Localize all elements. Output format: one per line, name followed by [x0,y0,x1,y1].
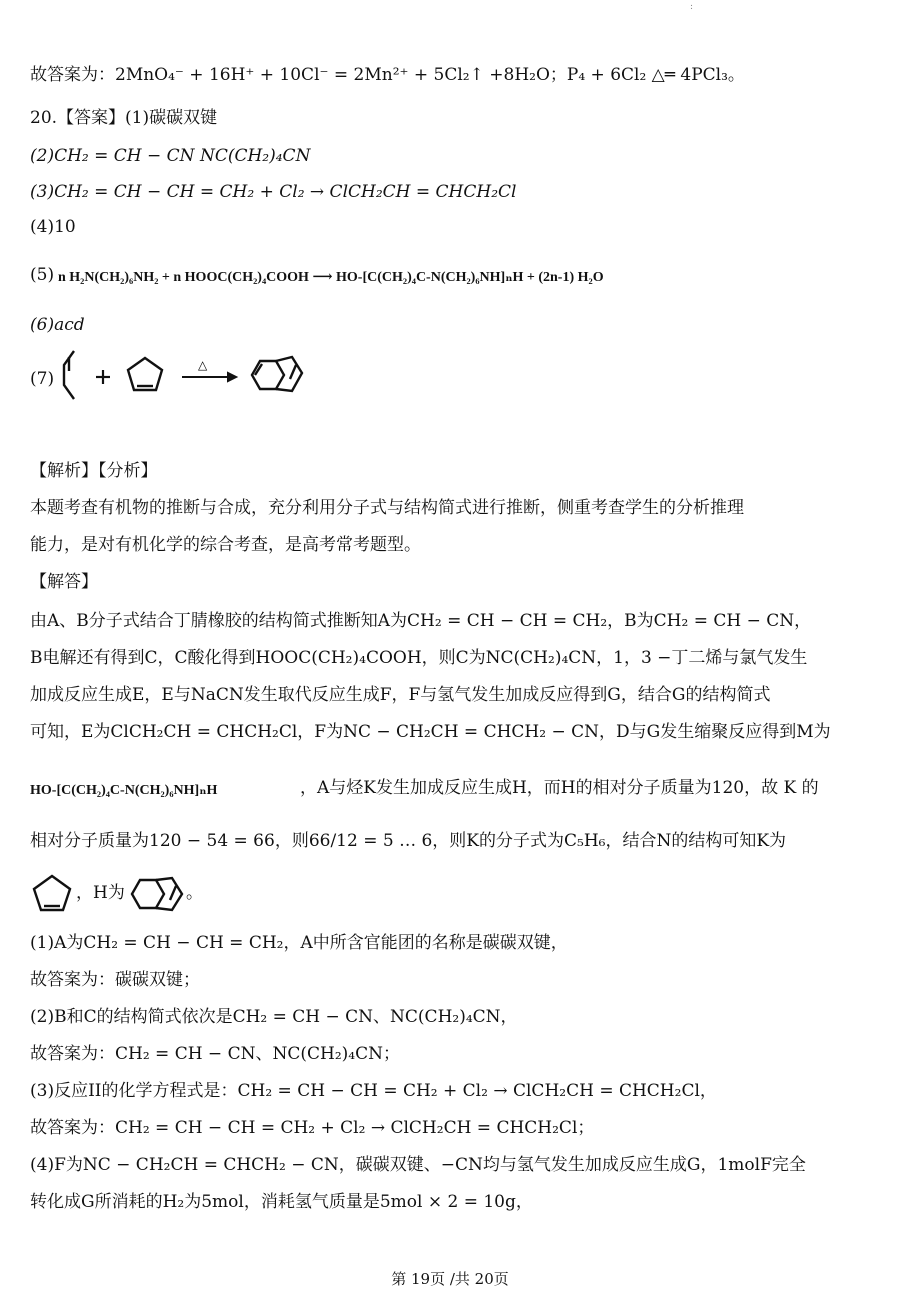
answer-20-part6: (6)acd [30,315,85,335]
solution-line-3: 加成反应生成E，E与NaCN发生取代反应生成F，F与氢气发生加成反应得到G，结合G的结构简式 [30,685,771,705]
answer-20-heading: 20.【答案】(1)碳碳双键 [30,108,218,128]
reaction-arrow [182,373,236,381]
solution-part2-answer: 故答案为：CH₂ = CH − CN、NC(CH₂)₄CN； [30,1044,400,1064]
polycondensation-equation: n H₂N(CH₂)₆NH₂ + n HOOC(CH₂)₄COOH ⟶ HO-[C(CH₂)₄C-N(CH₂)₆NH]ₙH + (2n-1) H₂O [58,270,604,285]
corner-mark: : [690,2,694,12]
solution-part3: (3)反应II的化学方程式是：CH₂ = CH − CH = CH₂ + Cl₂ → ClCH₂CH = CHCH₂Cl， [30,1081,717,1101]
plus-sign [96,370,110,384]
solution-heading: 【解答】 [30,572,98,592]
page-footer: 第 19页 /共 20页 [391,1270,509,1288]
analysis-paragraph-1: 本题考查有机物的推断与合成，充分利用分子式与结构简式进行推断，侧重考查学生的分析推理 [30,498,744,518]
answer-20-part7-label: (7) [30,369,55,389]
solution-part2: (2)B和C的结构简式依次是CH₂ = CH − CN、NC(CH₂)₄CN， [30,1007,518,1027]
answer-20-part4: (4)10 [30,217,76,237]
solution-part1: (1)A为CH₂ = CH − CH = CH₂，A中所含官能团的名称是碳碳双键， [30,933,568,953]
cyclopentadiene-k-structure [30,872,74,916]
answer-line-19: 故答案为：2MnO₄⁻ + 16H⁺ + 10Cl⁻ = 2Mn²⁺ + 5Cl₂↑ +8H₂O；P₄ + 6Cl₂ △═ 4PCl₃。 [30,65,745,85]
butadiene-structure [64,351,74,399]
solution-part4: (4)F为NC − CH₂CH = CHCH₂ − CN，碳碳双键、−CN均与氢气发生加成反应生成G，1molF完全 [30,1155,806,1175]
cyclopentadiene-structure [128,358,162,390]
solution-line-5: ，A与烃K发生加成反应生成H，而H的相对分子质量为120，故 K 的 [300,778,819,798]
solution-line-4: 可知，E为ClCH₂CH = CHCH₂Cl，F为NC − CH₂CH = CHCH₂ − CN，D与G发生缩聚反应得到M为 [30,722,831,742]
solution-part1-answer: 故答案为：碳碳双键； [30,970,200,990]
indene-h-structure [128,872,188,916]
diels-alder-scheme [60,345,320,405]
heat-mark: △ [198,358,208,372]
answer-20-part3: (3)CH₂ = CH − CH = CH₂ + Cl₂ → ClCH₂CH = CHCH₂Cl [30,182,517,202]
solution-part4-cont: 转化成G所消耗的H₂为5mol，消耗氢气质量是5mol × 2 = 10g， [30,1192,533,1212]
solution-line-1: 由A、B分子式结合丁腈橡胶的结构简式推断知A为CH₂ = CH − CH = CH₂，B为CH₂ = CH − CN， [30,611,812,631]
analysis-paragraph-2: 能力，是对有机化学的综合考查，是高考常考题型。 [30,535,421,555]
solution-line-6: 相对分子质量为120 − 54 = 66，则66/12 = 5 … 6，则K的分子式为C₅H₆，结合N的结构可知K为 [30,831,787,851]
answer-20-part5-label: (5) [30,265,55,285]
analysis-heading: 【解析】【分析】 [30,461,158,481]
polymer-m-formula: HO-[C(CH₂)₄C-N(CH₂)₆NH]ₙH [30,783,218,798]
solution-part3-answer: 故答案为：CH₂ = CH − CH = CH₂ + Cl₂ → ClCH₂CH = CHCH₂Cl； [30,1118,595,1138]
solution-line-7: ，H为 [76,883,125,903]
answer-20-part2: (2)CH₂ = CH − CN NC(CH₂)₄CN [30,146,311,166]
solution-line-7-end: 。 [186,883,203,903]
solution-line-2: B电解还有得到C，C酸化得到HOOC(CH₂)₄COOH，则C为NC(CH₂)₄CN，1，3 −丁二烯与氯气发生 [30,648,808,668]
indene-product-structure [252,357,302,391]
